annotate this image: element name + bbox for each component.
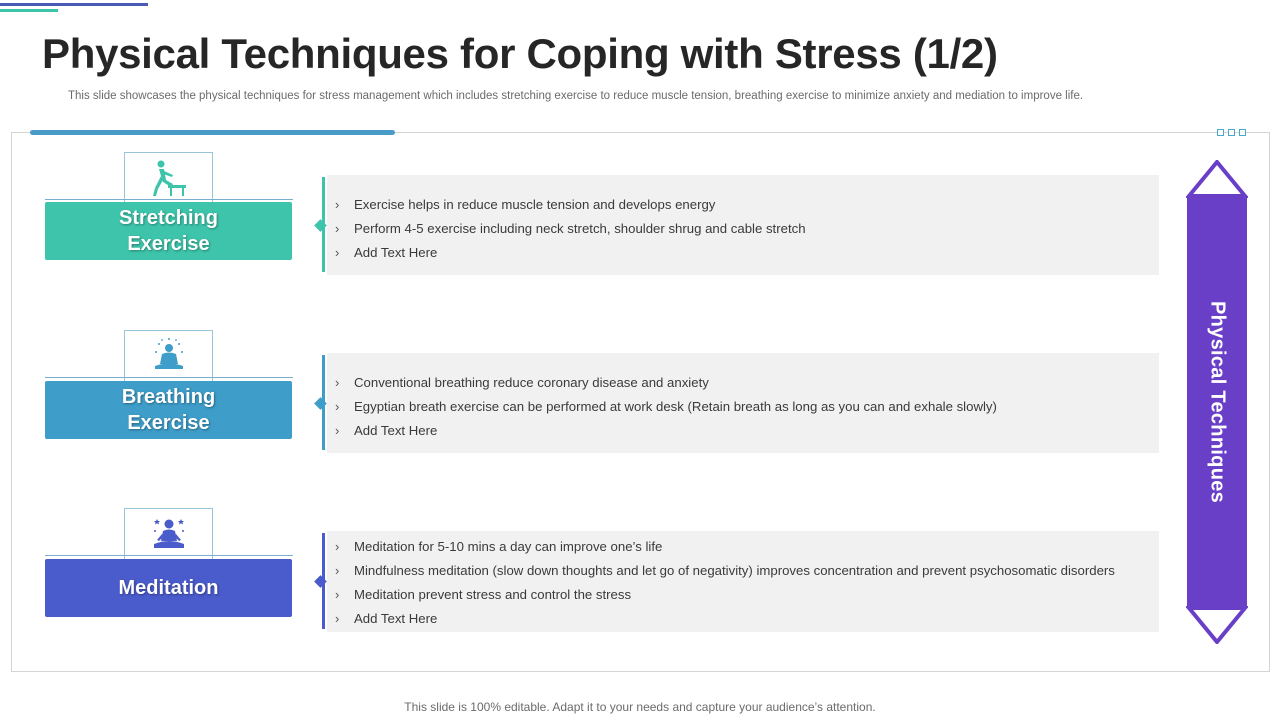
list-item: › Egyptian breath exercise can be performed at work desk (Retain breath as long as you can and exhale slowly) [327, 394, 1159, 418]
stretching-content [327, 175, 1159, 275]
top-accent-bar [0, 3, 148, 6]
list-item: › Add Text Here [327, 240, 1159, 264]
meditation-content [327, 531, 1159, 632]
list-item: › Exercise helps in reduce muscle tension and develops energy [327, 192, 1159, 216]
stretching-label [45, 202, 292, 260]
chevron-right-icon: › [335, 422, 340, 438]
meditation-person-icon [149, 514, 189, 554]
breathing-content [327, 353, 1159, 453]
list-item: › Add Text Here [327, 606, 1159, 630]
meditation-label-line1: Meditation [118, 577, 219, 599]
side-arrow-label: Physical Techniques [1206, 300, 1229, 504]
breathing-label-line1: Breathing [121, 386, 216, 408]
chevron-right-icon: › [335, 244, 340, 260]
list-item: › Mindfulness meditation (slow down thoughts and let go of negativity) improves concentration and prevent psychosomatic disorders [327, 558, 1159, 582]
top-accent-bar-small [0, 9, 58, 12]
breathing-label-line2: Exercise [127, 412, 210, 434]
list-item: › Conventional breathing reduce coronary disease and anxiety [327, 370, 1159, 394]
meditation-label [45, 559, 292, 617]
breathing-icon-box [124, 330, 213, 382]
stretching-label-line2: Exercise [127, 233, 210, 255]
chevron-right-icon: › [335, 586, 340, 602]
chevron-right-icon: › [335, 220, 340, 236]
frame-accent-bar [30, 130, 395, 135]
stretching-person-icon [149, 158, 189, 198]
connector-line [45, 377, 293, 378]
breathing-label [45, 381, 292, 439]
stretching-label-line1: Stretching [119, 207, 218, 229]
chevron-right-icon: › [335, 398, 340, 414]
chevron-right-icon: › [335, 374, 340, 390]
chevron-right-icon: › [335, 538, 340, 554]
stretching-icon-box [124, 152, 213, 204]
list-item: › Meditation prevent stress and control the stress [327, 582, 1159, 606]
connector-line [45, 199, 293, 200]
connector-line [45, 555, 293, 556]
chevron-right-icon: › [335, 196, 340, 212]
frame-dots-decoration [1217, 129, 1246, 136]
list-item: › Perform 4-5 exercise including neck stretch, shoulder shrug and cable stretch [327, 216, 1159, 240]
slide-footer: This slide is 100% editable. Adapt it to your needs and capture your audience’s attention. [404, 700, 876, 714]
chevron-right-icon: › [335, 610, 340, 626]
chevron-right-icon: › [335, 562, 340, 578]
breathing-person-icon [149, 336, 189, 376]
slide-title: Physical Techniques for Coping with Stress (1/2) [42, 30, 998, 77]
list-item: › Add Text Here [327, 418, 1159, 442]
meditation-icon-box [124, 508, 213, 560]
slide-subtitle: This slide showcases the physical techniques for stress management which includes stretching exercise to reduce muscle tension, breathing exercise to minimize anxiety and mediation to improve life. [68, 90, 1084, 102]
list-item: › Meditation for 5-10 mins a day can improve one’s life [327, 534, 1159, 558]
